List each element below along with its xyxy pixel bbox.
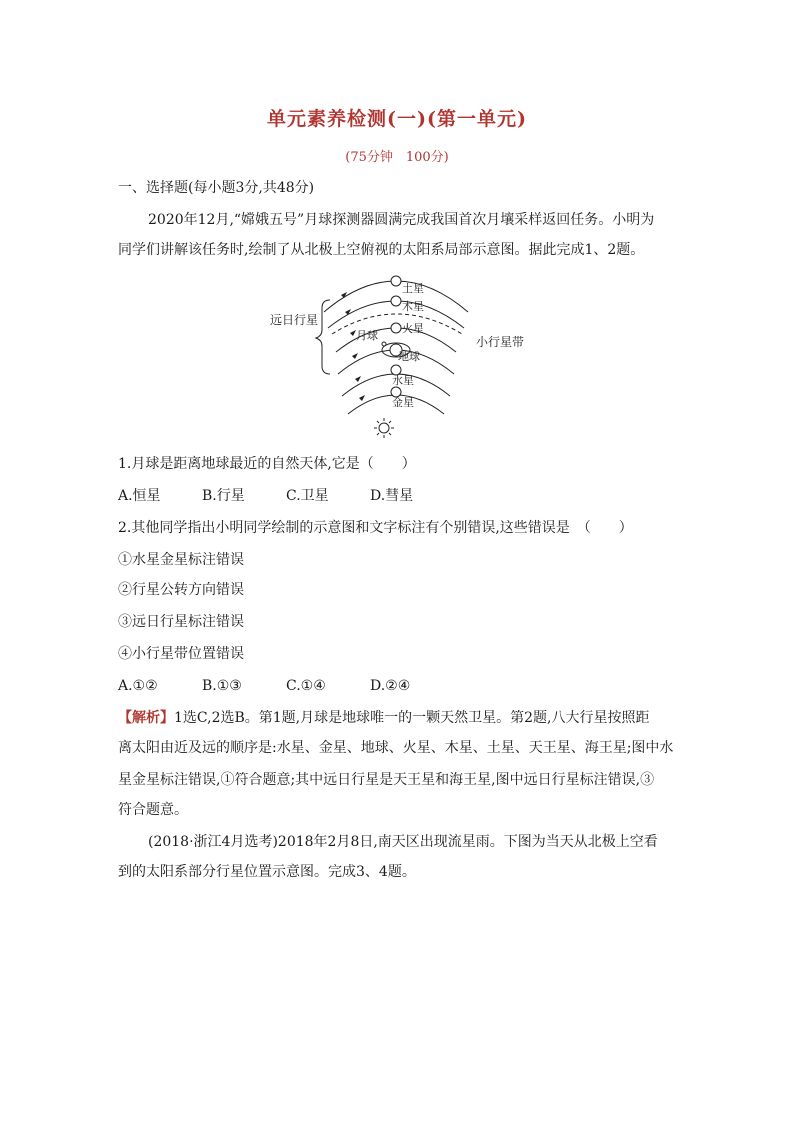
q2-item-3: ③远日行星标注错误 — [118, 614, 244, 630]
planet-mars — [391, 323, 401, 333]
planet-jupiter — [391, 296, 401, 306]
section-heading: 一、选择题(每小题3分,共48分) — [118, 180, 315, 196]
q2-item-2: ②行星公转方向错误 — [118, 582, 244, 598]
q2-item-1: ①水星金星标注错误 — [118, 552, 244, 568]
intro-line-1: 2020年12月,“嫦娥五号”月球探测器圆满完成我国首次月壤采样返回任务。小明为 — [148, 212, 655, 228]
page-subtitle: (75分钟 100分) — [345, 150, 449, 165]
q1-stem: 1.月球是距离地球最近的自然天体,它是（ ） — [118, 456, 416, 472]
q2-option-a[interactable]: A.①② — [118, 678, 158, 694]
label-saturn: 土星 — [402, 282, 424, 295]
q2-option-b[interactable]: B.①③ — [202, 678, 242, 694]
q1-option-a[interactable]: A.恒星 — [118, 488, 161, 504]
sun-icon — [374, 418, 394, 438]
far-planets-brace — [316, 300, 330, 374]
label-earth: 地球 — [398, 350, 420, 363]
label-mercury: 水星 — [392, 374, 414, 387]
next-intro-line-2: 到的太阳系部分行星位置示意图。完成3、4题。 — [118, 864, 416, 880]
planet-moon — [382, 342, 386, 346]
label-moon: 月球 — [356, 329, 378, 342]
q1-option-d[interactable]: D.彗星 — [370, 488, 414, 504]
analysis-line-2: 离太阳由近及远的顺序是:水星、金星、地球、火星、木星、土星、天王星、海王星;图中水 — [118, 740, 674, 756]
planet-saturn — [391, 276, 401, 286]
intro-line-2: 同学们讲解该任务时,绘制了从北极上空俯视的太阳系局部示意图。据此完成1、2题。 — [118, 242, 645, 258]
label-far-planets: 远日行星 — [270, 313, 319, 327]
analysis-line-4: 符合题意。 — [118, 802, 188, 818]
q2-option-d[interactable]: D.②④ — [370, 678, 411, 694]
analysis-line-3: 星金星标注错误,①符合题意;其中远日行星是天王星和海王星,图中远日行星标注错误,③ — [118, 772, 655, 788]
label-mars: 火星 — [402, 322, 424, 335]
label-jupiter: 木星 — [402, 300, 424, 313]
label-venus: 金星 — [392, 396, 414, 409]
solar-system-diagram — [0, 262, 794, 442]
q2-item-4: ④小行星带位置错误 — [118, 646, 244, 662]
q1-option-c[interactable]: C.卫星 — [286, 488, 329, 504]
q2-stem: 2.其他同学指出小明同学绘制的示意图和文字标注有个别错误,这些错误是 （ ） — [118, 520, 633, 536]
analysis-tag: 【解析】 — [118, 710, 174, 726]
analysis-line-1 — [118, 708, 678, 728]
label-asteroid-belt: 小行星带 — [476, 335, 525, 349]
next-intro-line-1: (2018·浙江4月选考)2018年2月8日,南天区出现流星雨。下图为当天从北极上空看 — [148, 834, 658, 850]
analysis-text-1: 1选C,2选B。第1题,月球是地球唯一的一颗天然卫星。第2题,八大行星按照距 — [174, 710, 650, 726]
page-title: 单元素养检测(一)(第一单元) — [267, 108, 527, 130]
q1-option-b[interactable]: B.行星 — [202, 488, 245, 504]
q2-option-c[interactable]: C.①④ — [286, 678, 326, 694]
